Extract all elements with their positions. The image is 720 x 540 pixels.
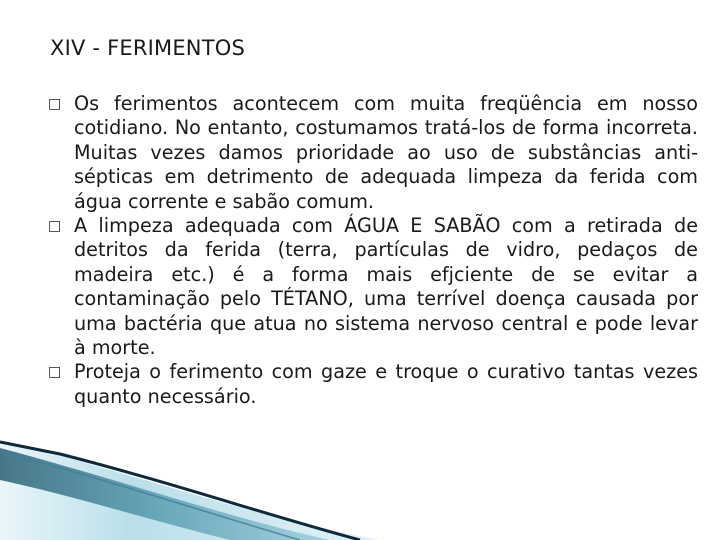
- checkbox-bullet-icon: □: [48, 218, 62, 235]
- bullet-item: [48, 360, 698, 409]
- bullet-text: A limpeza adequada com ÁGUA E SABÃO com a retirada de detritos da ferida (terra, partículas de vidro, pedaços de madeira etc.) é a forma mais efjciente de se evitar a contaminação pelo TÉTANO, uma terrível doença causada por uma bactéria que atua no sistema nervoso central e pode levar à morte.: [74, 214, 698, 360]
- bullet-list: [48, 92, 698, 409]
- decorative-swoosh: [0, 440, 720, 540]
- slide-title: XIV - FERIMENTOS: [50, 36, 245, 60]
- bullet-text: Os ferimentos acontecem com muita freqüência em nosso cotidiano. No entanto, costumamos tratá-los de forma incorreta. Muitas vezes damos prioridade ao uso de substâncias anti-sépticas em detrimento de adequada limpeza da ferida com água corrente e sabão comum.: [74, 92, 698, 213]
- bullet-item: [48, 214, 698, 360]
- bullet-item: [48, 92, 698, 214]
- checkbox-bullet-icon: □: [48, 364, 62, 381]
- bullet-text: Proteja o ferimento com gaze e troque o curativo tantas vezes quanto necessário.: [74, 360, 698, 408]
- checkbox-bullet-icon: □: [48, 96, 62, 112]
